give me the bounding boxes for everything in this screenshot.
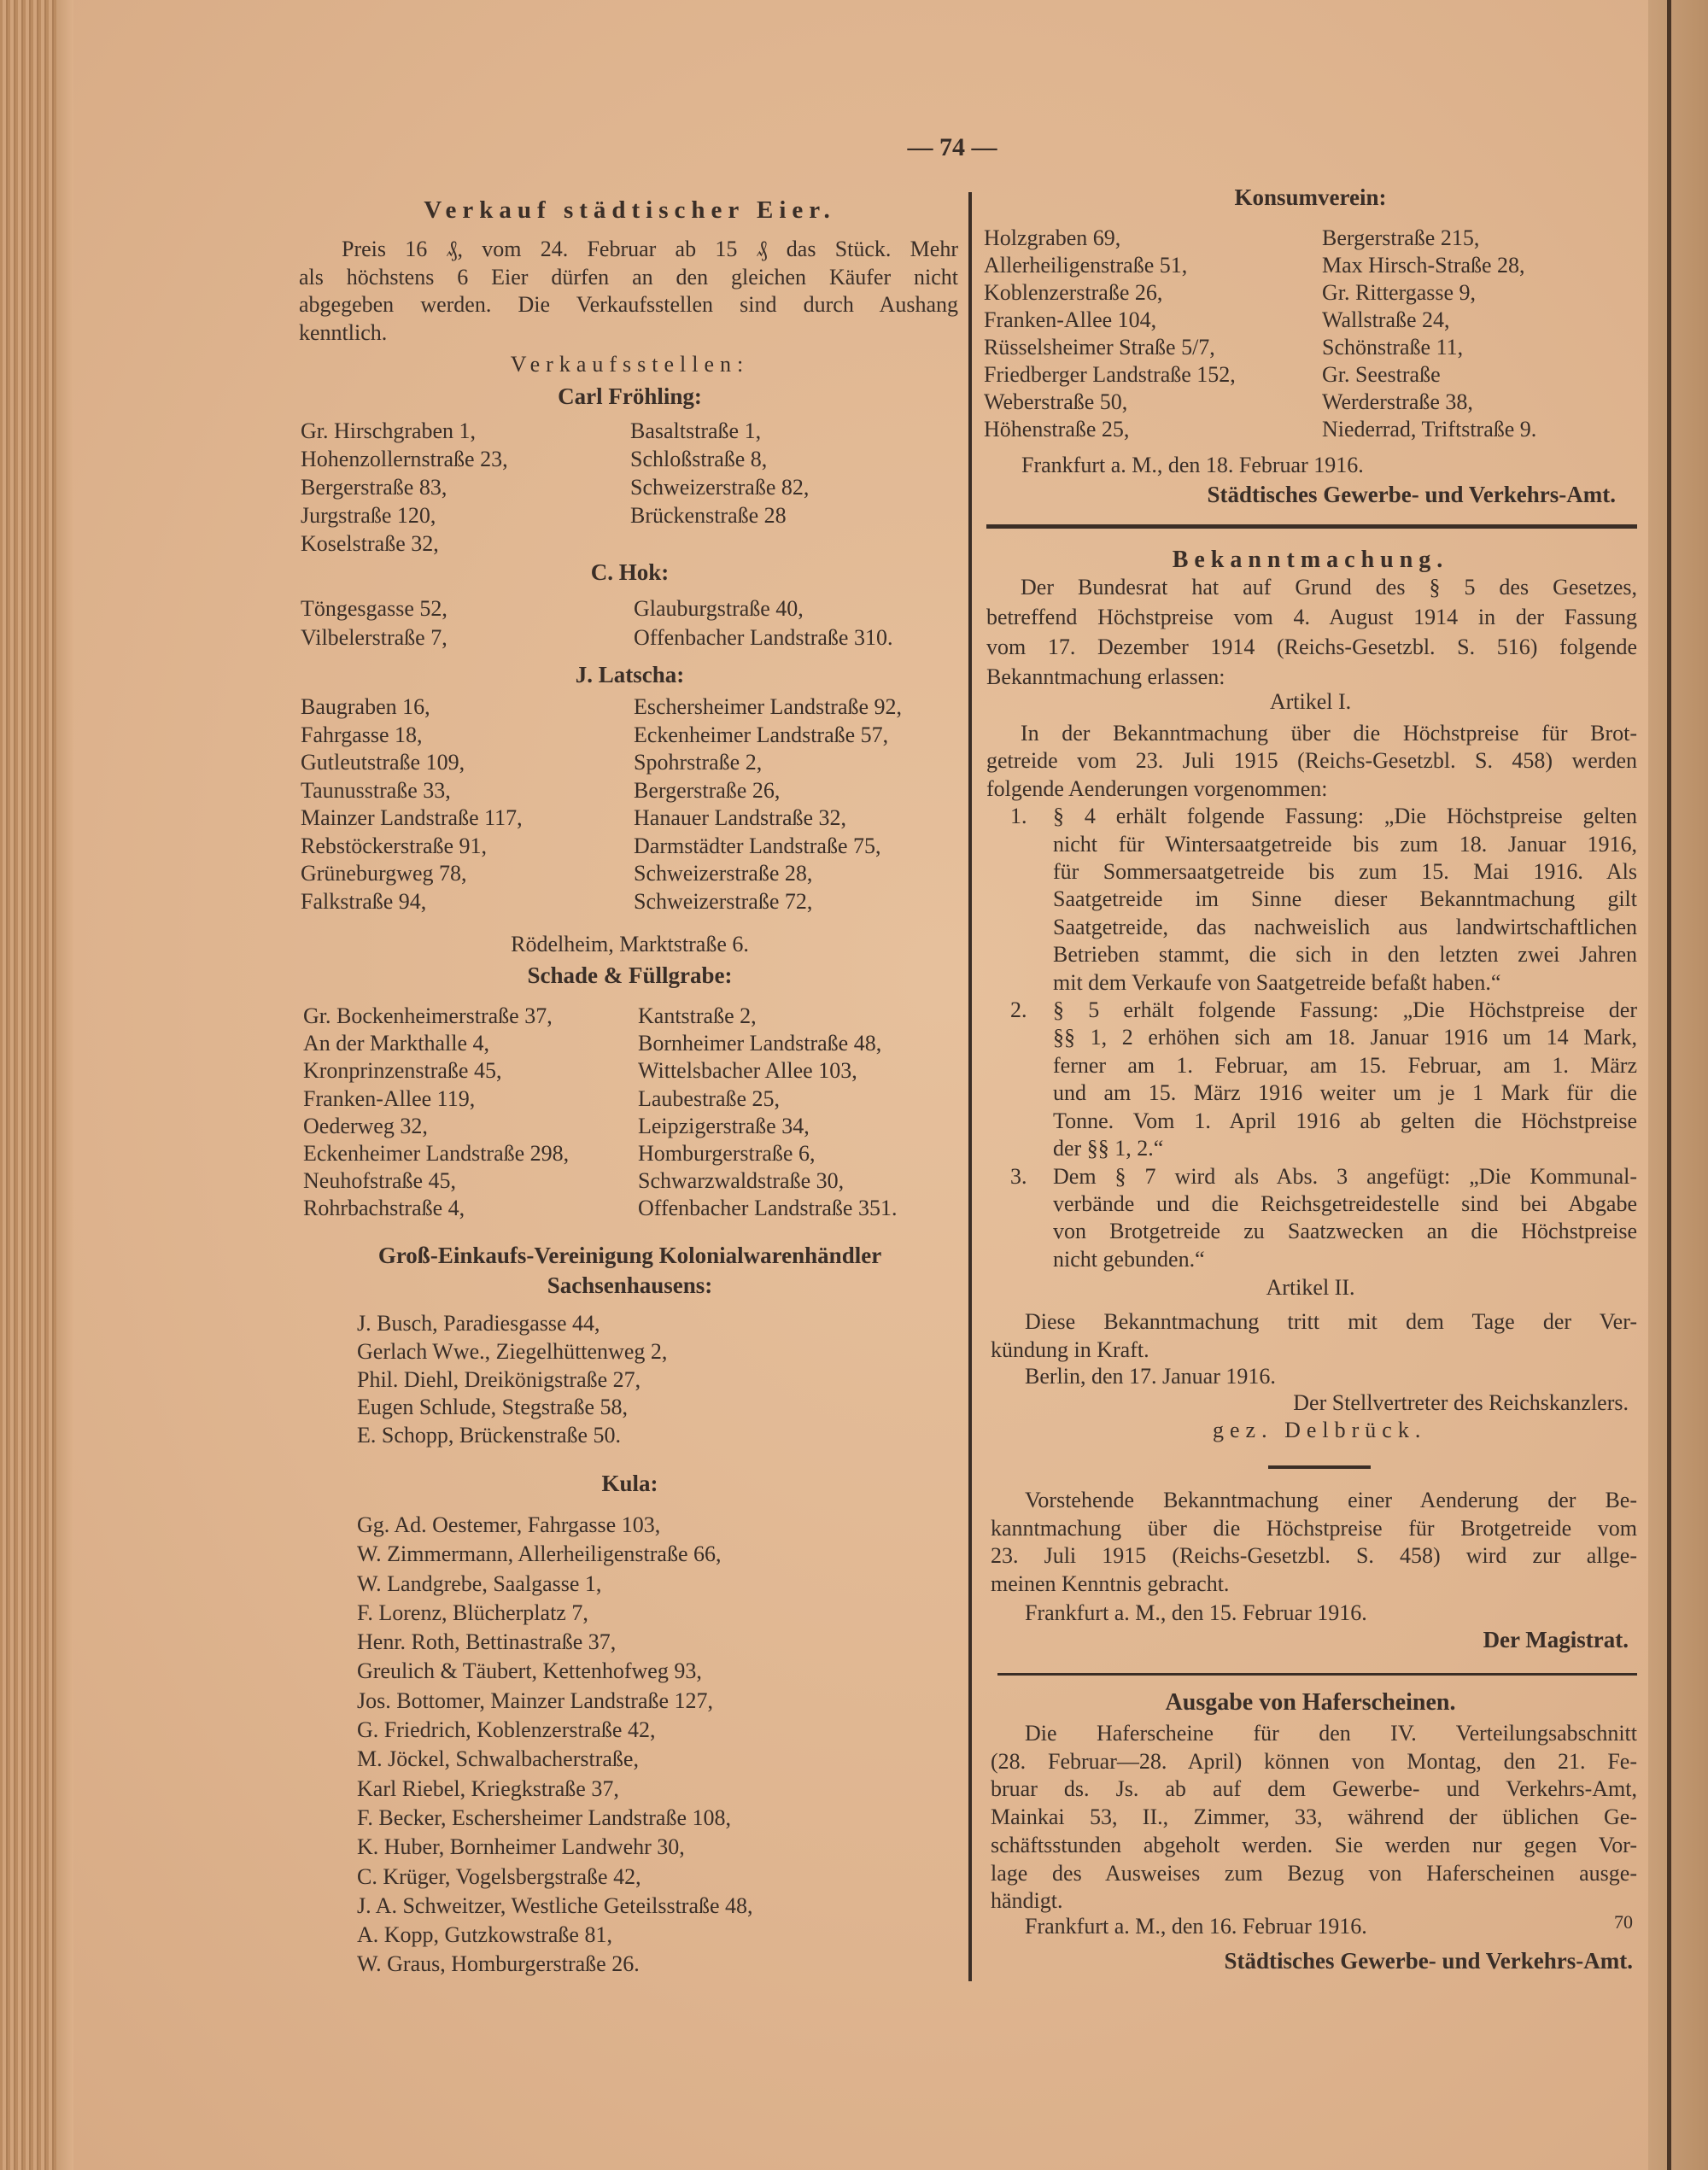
address-left: Gr. Hirschgraben 1,	[301, 418, 477, 443]
followup-body	[991, 1487, 1637, 1599]
vendor-heading-konsumverein: Konsumverein:	[1234, 184, 1387, 210]
address-row	[984, 252, 1536, 279]
text-line: Dem § 7 wird als Abs. 3 angefügt: „Die Kommunal-	[1053, 1163, 1637, 1189]
address-right: Leipzigerstraße 34,	[638, 1113, 810, 1138]
text-line: für Sommersaatgetreide bis zum 15. Mai 1916. Als	[1053, 859, 1637, 885]
text-line: Gg. Ad. Oestemer, Fahrgasse 103,	[357, 1512, 661, 1537]
address-left: Friedberger Landstraße 152,	[984, 362, 1236, 387]
address-left: Franken-Allee 119,	[303, 1085, 476, 1111]
text-line: C. Krüger, Vogelsbergstraße 42,	[357, 1863, 641, 1889]
address-left: Rebstöckerstraße 91,	[301, 833, 488, 858]
address-row	[984, 307, 1536, 334]
latscha-roedelheim: Rödelheim, Marktstraße 6.	[511, 932, 749, 956]
text-line: verbände und die Reichsgetreidestelle sind bei Abgabe	[1053, 1190, 1637, 1216]
address-right: Bergerstraße 26,	[634, 777, 781, 803]
text-line: Saatgetreide im Sinne dieser Bekanntmachung gilt	[1053, 886, 1637, 912]
address-left: Grüneburgweg 78,	[301, 861, 467, 886]
address-right: Schweizerstraße 82,	[630, 475, 810, 500]
text-line: Greulich & Täubert, Kettenhofweg 93,	[357, 1658, 702, 1684]
address-right: Werderstraße 38,	[1322, 389, 1473, 414]
address-left: Baugraben 16,	[301, 694, 430, 719]
artikel-2-body	[991, 1308, 1637, 1364]
text-line: F. Lorenz, Blücherplatz 7,	[357, 1600, 588, 1625]
text-line: Phil. Diehl, Dreikönigstraße 27,	[357, 1366, 641, 1392]
text-line: Mainkai 53, II., Zimmer, 33, während der üblichen Ge-	[991, 1804, 1637, 1830]
address-left: Rohrbachstraße 4,	[303, 1196, 465, 1221]
address-right: Niederrad, Triftstraße 9.	[1322, 417, 1537, 442]
address-left: Rüsselsheimer Straße 5/7,	[984, 335, 1215, 360]
address-left: Neuhofstraße 45,	[303, 1168, 457, 1194]
address-row	[301, 594, 892, 623]
konsumverein-date: Frankfurt a. M., den 18. Februar 1916.	[1021, 453, 1364, 477]
text-line: Tonne. Vom 1. April 1916 ab gelten die Höchstpreise	[1053, 1108, 1637, 1133]
address-row	[303, 1003, 897, 1030]
text-line: getreide vom 23. Juli 1915 (Reichs-Gesetzbl. S. 458) werden	[986, 748, 1637, 774]
address-right: Laubestraße 25,	[638, 1085, 781, 1111]
hafer-date: Frankfurt a. M., den 16. Februar 1916.	[1025, 1914, 1367, 1939]
bekanntmachung-intro	[986, 572, 1637, 692]
text-line: Betrieben stammt, die sich in den letzten zwei Jahren	[1053, 942, 1637, 968]
address-row	[303, 1167, 897, 1195]
text-line: J. Busch, Paradiesgasse 44,	[357, 1311, 600, 1336]
address-left: Vilbelerstraße 7,	[301, 625, 447, 650]
text-line: Vorstehende Bekanntmachung einer Aenderung der Be-	[1025, 1488, 1637, 1512]
text-line: der §§ 1, 2.“	[1053, 1136, 1164, 1161]
address-row	[301, 833, 902, 861]
text-line: kündung in Kraft.	[991, 1337, 1149, 1362]
address-row	[984, 225, 1536, 252]
magistrat-signature: Der Magistrat.	[1483, 1627, 1629, 1652]
hafer-signature: Städtisches Gewerbe- und Verkehrs-Amt.	[1224, 1948, 1633, 1974]
text-line: M. Jöckel, Schwalbacherstraße,	[357, 1746, 639, 1772]
text-line: 23. Juli 1915 (Reichs-Gesetzbl. S. 458) wird zur allge-	[991, 1543, 1637, 1569]
address-row	[303, 1113, 897, 1140]
address-left: Franken-Allee 104,	[984, 307, 1157, 332]
address-row	[301, 777, 902, 805]
artikel-1-heading: Artikel I.	[1269, 689, 1352, 714]
address-row	[984, 389, 1536, 416]
address-right: Gr. Seestraße	[1322, 362, 1441, 387]
item-number: 1.	[1010, 804, 1027, 829]
text-line: bruar ds. Js. ab auf dem Gewerbe- und Verkehrs-Amt,	[991, 1776, 1637, 1802]
text-line: meinen Kenntnis gebracht.	[991, 1571, 1230, 1597]
text-line: von Brotgetreide zu Saatzwecken an die Höchstpreise	[1053, 1219, 1637, 1244]
address-row	[301, 529, 809, 558]
vendor-heading-latscha: J. Latscha:	[575, 662, 685, 687]
vendor-heading-schade: Schade & Füllgrabe:	[527, 962, 733, 988]
gross-addresses	[357, 1310, 667, 1450]
address-row	[301, 722, 902, 750]
address-right: Schweizerstraße 28,	[634, 861, 813, 886]
address-left: Hohenzollernstraße 23,	[301, 447, 508, 471]
text-line: E. Schopp, Brückenstraße 50.	[357, 1423, 622, 1448]
froehling-addresses	[301, 417, 809, 558]
address-row	[984, 279, 1536, 307]
text-line: lage des Ausweises zum Bezug von Haferscheinen ausge-	[991, 1860, 1637, 1886]
address-row	[984, 334, 1536, 361]
eier-title: Verkauf städtischer Eier.	[424, 196, 836, 224]
text-line: Eugen Schlude, Stegstraße 58,	[357, 1395, 628, 1420]
address-left: Töngesgasse 52,	[301, 596, 447, 621]
address-right: Spohrstraße 2,	[634, 750, 763, 775]
address-left: Jurgstraße 120,	[301, 503, 436, 528]
address-row	[301, 888, 902, 916]
text-line: abgegeben werden. Die Verkaufsstellen sind durch Aushang	[299, 292, 958, 317]
verkaufsstellen-heading: Verkaufsstellen:	[510, 352, 750, 377]
binding-edge-line	[1667, 0, 1671, 2170]
address-row	[303, 1195, 897, 1222]
address-left: Weberstraße 50,	[984, 389, 1128, 414]
vendor-heading-gross	[299, 1241, 961, 1301]
address-right: Homburgerstraße 6,	[638, 1141, 816, 1167]
address-right: Schönstraße 11,	[1322, 335, 1464, 360]
address-row	[984, 416, 1536, 443]
address-left: Allerheiligenstraße 51,	[984, 253, 1188, 278]
text-line: folgende Aenderungen vorgenommen:	[986, 775, 1328, 801]
text-line: Bekanntmachung erlassen:	[986, 664, 1225, 689]
text-line: Preis 16 ₰, vom 24. Februar ab 15 ₰ das Stück. Mehr	[342, 237, 958, 261]
text-line: nicht für Wintersaatgetreide bis zum 18. Januar 1916,	[1053, 831, 1637, 857]
address-right: Offenbacher Landstraße 351.	[638, 1196, 898, 1221]
address-left: An der Markthalle 4,	[303, 1031, 490, 1056]
address-left: Falkstraße 94,	[301, 888, 427, 914]
konsumverein-signature: Städtisches Gewerbe- und Verkehrs-Amt.	[1207, 482, 1616, 507]
address-row	[301, 860, 902, 888]
text-line: Diese Bekanntmachung tritt mit dem Tage der Ver-	[1025, 1309, 1637, 1334]
short-separator	[1268, 1465, 1371, 1469]
text-line: §§ 1, 2 erhöhen sich am 18. Januar 1916 um 14 Mark,	[1053, 1025, 1637, 1050]
text-line: mit dem Verkaufe von Saatgetreide befaßt haben.“	[1053, 969, 1501, 995]
address-row	[303, 1030, 897, 1057]
page-gutter-shadow	[56, 0, 73, 2170]
address-right: Glauburgstraße 40,	[634, 596, 804, 621]
text-line: § 4 erhält folgende Fassung: „Die Höchstpreise gelten	[1053, 804, 1637, 829]
address-row	[303, 1085, 897, 1113]
address-row	[301, 693, 902, 722]
address-row	[301, 749, 902, 777]
artikel-1-body	[986, 720, 1637, 1273]
signer-title: Der Stellvertreter des Reichskanzlers.	[1293, 1390, 1629, 1415]
hok-addresses	[301, 594, 892, 652]
address-right: Wittelsbacher Allee 103,	[638, 1058, 857, 1084]
address-right: Hanauer Landstraße 32,	[634, 805, 847, 830]
text-line: kanntmachung über die Höchstpreise für Brotgetreide vom	[991, 1515, 1637, 1541]
address-right: Kantstraße 2,	[638, 1003, 757, 1028]
address-left: Höhenstraße 25,	[984, 417, 1130, 442]
numbered-item	[986, 997, 1637, 1162]
address-right: Schwarzwaldstraße 30,	[638, 1168, 845, 1194]
address-left: Mainzer Landstraße 117,	[301, 805, 523, 830]
text-line: nicht gebunden.“	[1053, 1246, 1205, 1272]
address-right: Offenbacher Landstraße 310.	[634, 625, 893, 650]
text-line: als höchstens 6 Eier dürfen an den gleichen Käufer nicht	[299, 264, 958, 290]
latscha-addresses	[301, 693, 902, 915]
schade-addresses	[303, 1003, 897, 1223]
address-left: Bergerstraße 83,	[301, 475, 447, 500]
address-left: Holzgraben 69,	[984, 225, 1121, 250]
address-left: Koblenzerstraße 26,	[984, 280, 1163, 305]
address-right: Eckenheimer Landstraße 57,	[634, 722, 889, 747]
address-row	[303, 1140, 897, 1167]
berlin-date: Berlin, den 17. Januar 1916.	[1025, 1364, 1276, 1389]
text-line: In der Bekanntmachung über die Höchstpreise für Brot-	[1021, 721, 1637, 746]
address-row	[301, 501, 809, 529]
item-number: 2.	[1010, 997, 1027, 1023]
vendor-heading-hok: C. Hok:	[590, 559, 670, 585]
item-number: 3.	[1010, 1163, 1027, 1189]
text-line: W. Zimmermann, Allerheiligenstraße 66,	[357, 1541, 722, 1567]
address-row	[301, 804, 902, 833]
address-right: Darmstädter Landstraße 75,	[634, 833, 881, 858]
text-line: vom 17. Dezember 1914 (Reichs-Gesetzbl. S. 516) folgende	[986, 635, 1637, 659]
text-line: händigt.	[991, 1888, 1063, 1914]
text-line: J. A. Schweitzer, Westliche Geteilsstraße 48,	[357, 1892, 753, 1918]
vendor-heading-froehling: Carl Fröhling:	[558, 383, 702, 409]
address-left: Koselstraße 32,	[301, 531, 439, 556]
address-row	[301, 445, 809, 473]
text-line: K. Huber, Bornheimer Landwehr 30,	[357, 1834, 685, 1860]
address-left: Kronprinzenstraße 45,	[303, 1058, 502, 1084]
text-line: Groß-Einkaufs-Vereinigung Kolonialwarenhändler	[377, 1243, 882, 1268]
address-right: Wallstraße 24,	[1322, 307, 1450, 332]
address-right: Bergerstraße 215,	[1322, 225, 1480, 250]
address-left: Oederweg 32,	[303, 1113, 428, 1138]
text-line: G. Friedrich, Koblenzerstraße 42,	[357, 1717, 656, 1743]
text-line: § 5 erhält folgende Fassung: „Die Höchstpreise der	[1053, 997, 1637, 1023]
text-line: betreffend Höchstpreise vom 4. August 1914 in der Fassung	[986, 605, 1637, 629]
book-page-stack-edge	[0, 0, 56, 2170]
page-number: — 74 —	[907, 133, 997, 161]
address-right: Brückenstraße 28	[630, 503, 787, 528]
text-line: Gerlach Wwe., Ziegelhüttenweg 2,	[357, 1338, 668, 1364]
address-left: Eckenheimer Landstraße 298,	[303, 1141, 570, 1167]
address-right: Basaltstraße 1,	[630, 418, 762, 443]
bekanntmachung-title: Bekanntmachung.	[1172, 547, 1449, 573]
text-line: Die Haferscheine für den IV. Verteilungsabschnitt	[1025, 1721, 1637, 1746]
text-line: Saatgetreide, das nachweislich aus landwirtschaftlichen	[1053, 914, 1637, 939]
section-rule	[986, 524, 1637, 529]
text-line: Karl Riebel, Kriegkstraße 37,	[357, 1775, 619, 1801]
artikel-2-heading: Artikel II.	[1266, 1275, 1355, 1300]
address-row	[984, 361, 1536, 389]
address-right: Bornheimer Landstraße 48,	[638, 1031, 882, 1056]
reference-number: 70	[1614, 1911, 1633, 1933]
kula-addresses	[357, 1511, 753, 1980]
text-line: kenntlich.	[299, 319, 388, 345]
address-left: Gutleutstraße 109,	[301, 750, 465, 775]
hafer-body	[991, 1720, 1637, 1916]
address-row	[303, 1057, 897, 1085]
address-right: Max Hirsch-Straße 28,	[1322, 253, 1525, 278]
text-line: schäftsstunden abgeholt werden. Sie werden nur gegen Vor-	[991, 1832, 1637, 1857]
address-right: Eschersheimer Landstraße 92,	[634, 694, 903, 719]
address-row	[301, 417, 809, 445]
followup-date: Frankfurt a. M., den 15. Februar 1916.	[1025, 1600, 1367, 1625]
text-line: und am 15. März 1916 weiter um je 1 Mark für die	[1053, 1080, 1637, 1106]
address-right: Gr. Rittergasse 9,	[1322, 280, 1477, 305]
text-line: Henr. Roth, Bettinastraße 37,	[357, 1629, 617, 1655]
address-left: Taunusstraße 33,	[301, 777, 451, 803]
text-line: A. Kopp, Gutzkowstraße 81,	[357, 1922, 612, 1948]
hafer-title: Ausgabe von Haferscheinen.	[1165, 1689, 1456, 1716]
numbered-item	[986, 1163, 1637, 1274]
address-left: Gr. Bockenheimerstraße 37,	[303, 1003, 553, 1028]
text-line: W. Graus, Homburgerstraße 26.	[357, 1951, 640, 1977]
address-right: Schweizerstraße 72,	[634, 888, 813, 914]
text-line: Jos. Bottomer, Mainzer Landstraße 127,	[357, 1687, 714, 1713]
address-right: Schloßstraße 8,	[630, 447, 768, 471]
text-line: F. Becker, Eschersheimer Landstraße 108,	[357, 1804, 732, 1830]
section-rule	[997, 1673, 1637, 1676]
numbered-item	[986, 803, 1637, 997]
vendor-heading-kula: Kula:	[601, 1471, 658, 1496]
text-line: (28. Februar—28. April) können von Montag, den 21. Fe-	[991, 1748, 1637, 1774]
address-left: Fahrgasse 18,	[301, 722, 423, 747]
address-row	[301, 623, 892, 652]
konsumverein-addresses	[984, 225, 1536, 443]
text-line: ferner am 1. Februar, am 15. Februar, am 1. März	[1053, 1052, 1637, 1078]
eier-intro	[299, 236, 958, 347]
text-line: Der Bundesrat hat auf Grund des § 5 des Gesetzes,	[1021, 575, 1637, 600]
address-row	[301, 473, 809, 501]
text-line: W. Landgrebe, Saalgasse 1,	[357, 1570, 602, 1596]
text-line: Sachsenhausens:	[547, 1272, 713, 1298]
next-page-edge	[1648, 0, 1708, 2170]
column-divider	[968, 192, 972, 1981]
signer-name: gez. Delbrück.	[1213, 1418, 1427, 1442]
